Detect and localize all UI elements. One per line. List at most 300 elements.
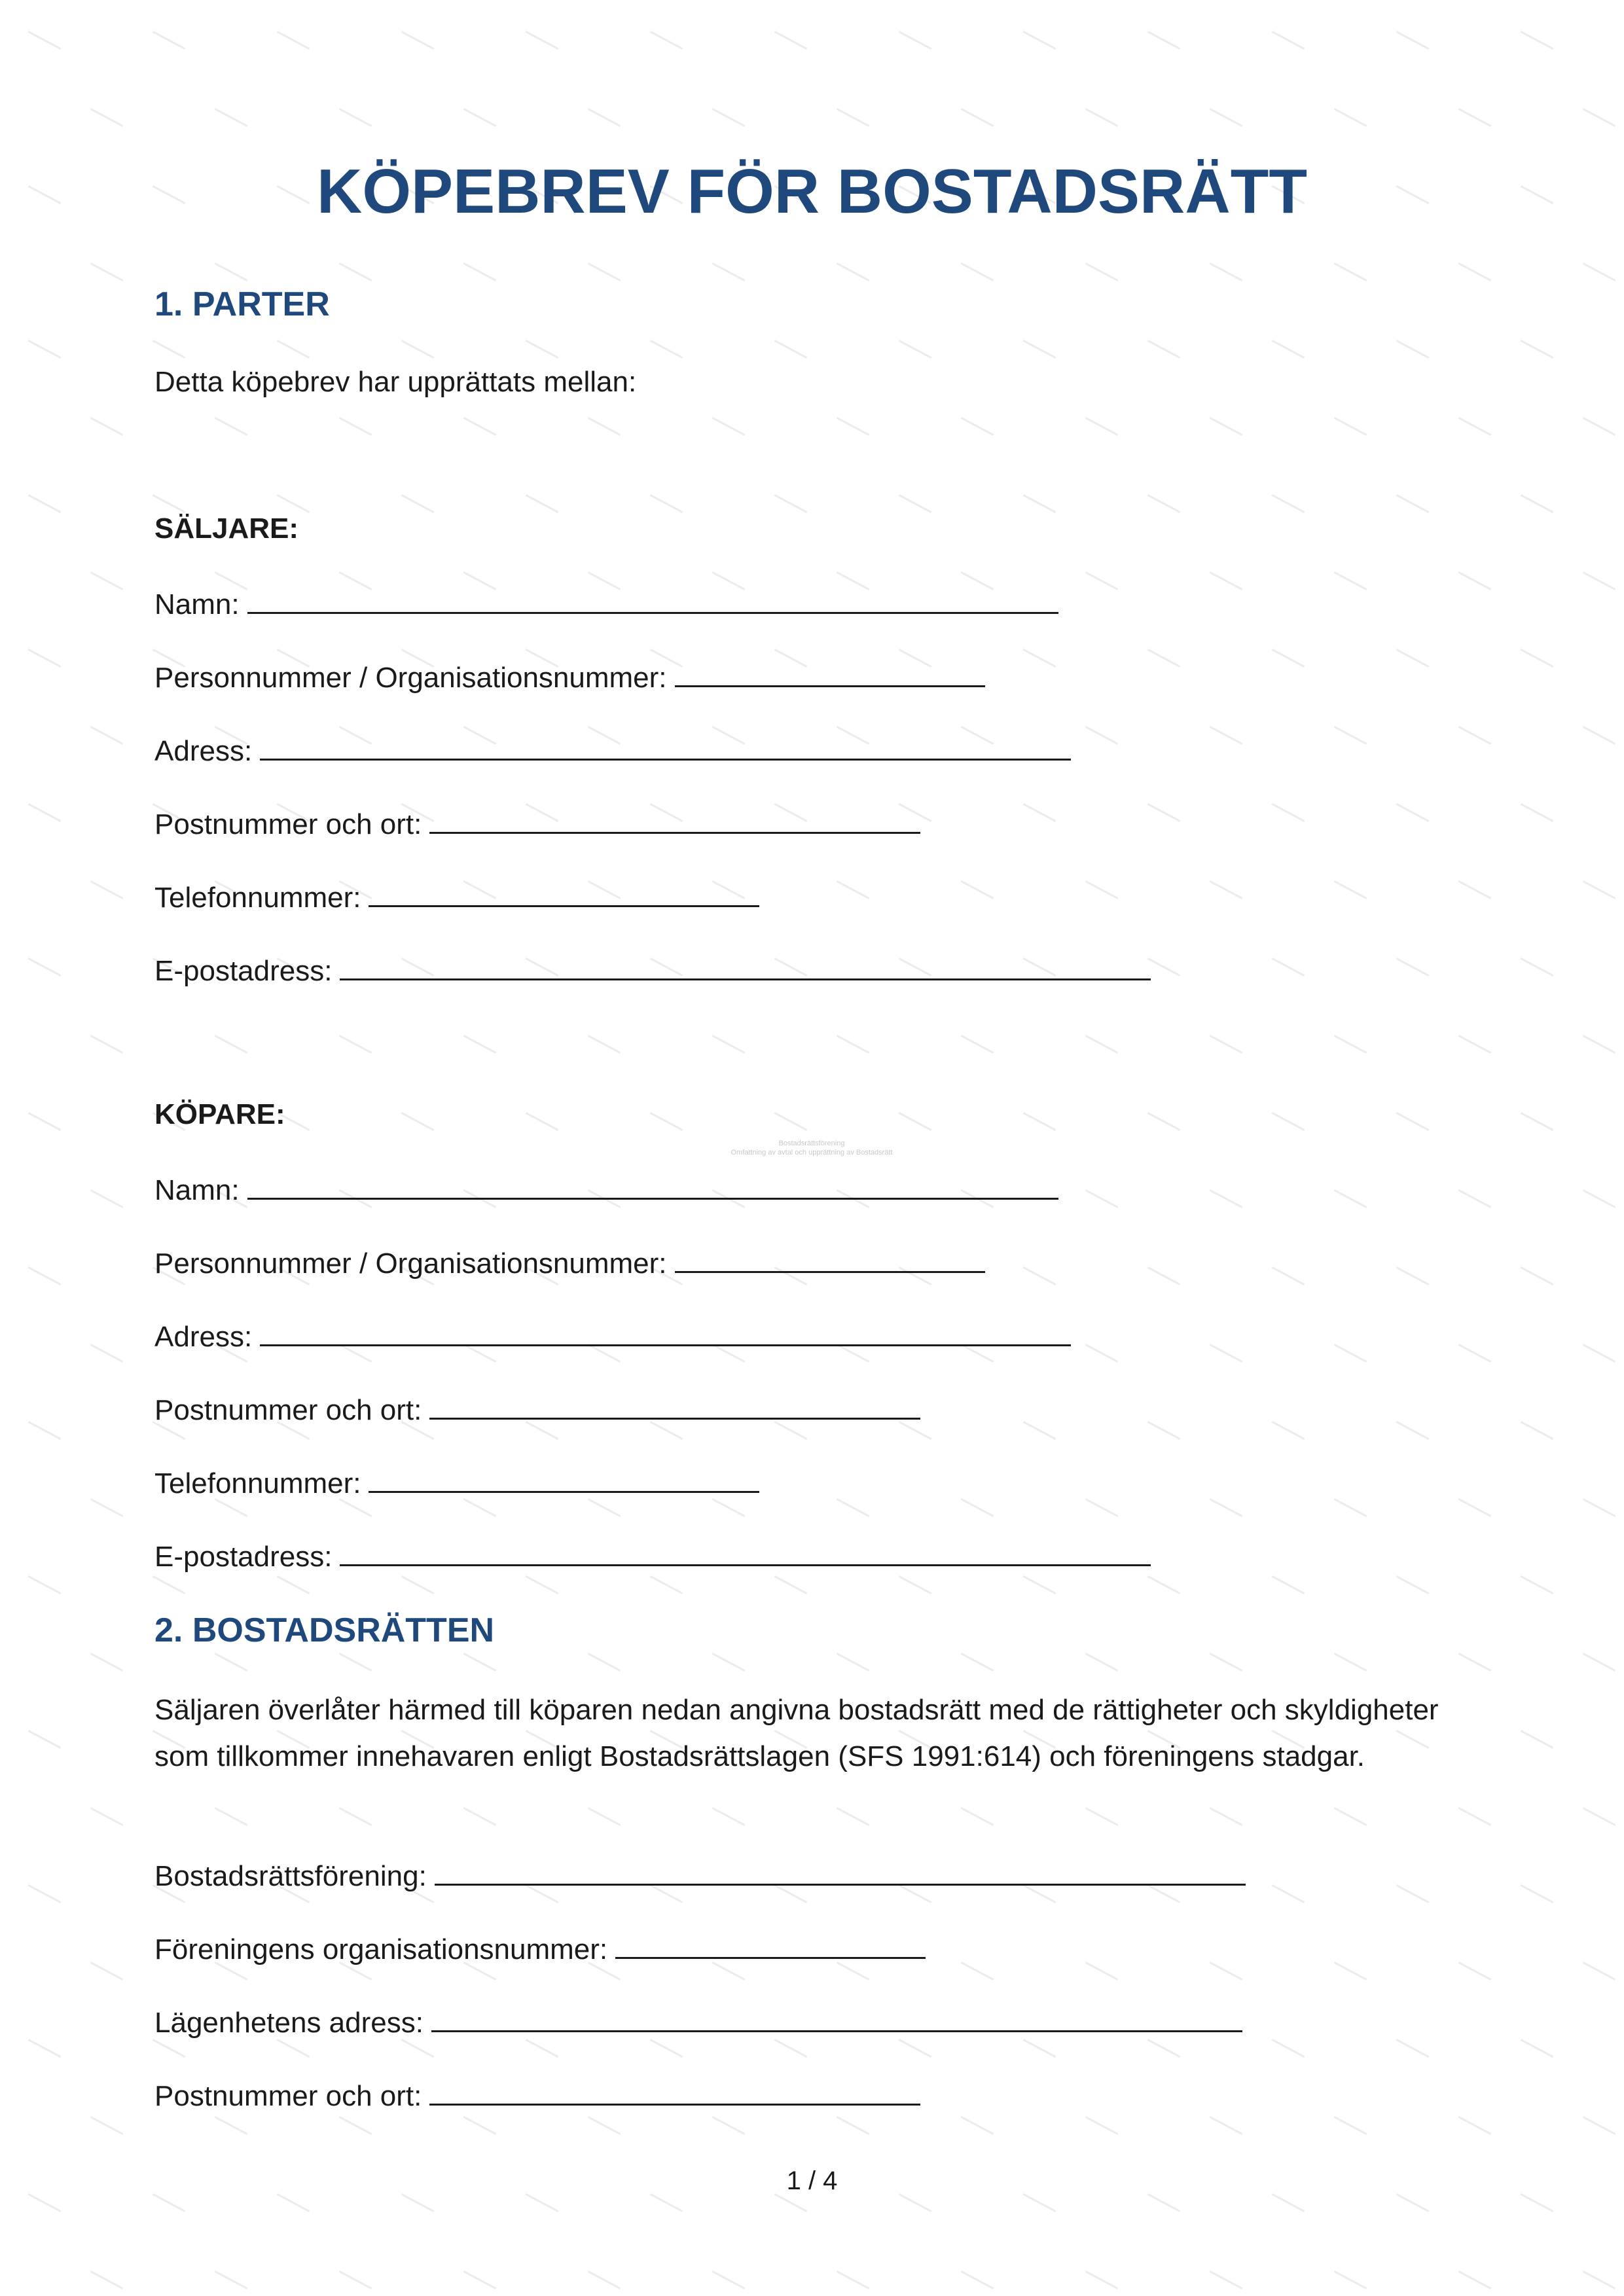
- field-label: Bostadsrättsförening:: [154, 1860, 427, 1892]
- watermark-dash: [837, 1035, 870, 1054]
- watermark-dash: [339, 108, 372, 127]
- watermark-dash: [1583, 726, 1616, 745]
- watermark-dash: [1334, 1189, 1367, 1208]
- watermark-dash: [1210, 1807, 1243, 1826]
- watermark-dash: [650, 2193, 683, 2212]
- watermark-dash: [1583, 2116, 1616, 2135]
- watermark-dash: [1272, 958, 1305, 977]
- watermark-dash: [339, 1807, 372, 1826]
- watermark-dash: [526, 340, 559, 359]
- watermark-dash: [90, 726, 124, 745]
- center-watermark: [655, 1139, 969, 1158]
- field-input-line[interactable]: [429, 804, 920, 834]
- watermark-dash: [526, 2039, 559, 2058]
- watermark-dash: [1396, 1266, 1430, 1285]
- watermark-dash: [463, 417, 497, 436]
- watermark-dash: [1583, 1653, 1616, 1672]
- watermark-dash: [28, 1884, 62, 1903]
- watermark-dash: [1147, 958, 1181, 977]
- watermark-dash: [401, 31, 435, 50]
- watermark-dash: [1085, 2270, 1119, 2289]
- watermark-dash: [1210, 2116, 1243, 2135]
- watermark-dash: [1085, 1653, 1119, 1672]
- watermark-dash: [215, 417, 248, 436]
- field-label: Namn:: [154, 588, 240, 620]
- watermark-dash: [28, 494, 62, 513]
- watermark-dash: [1334, 1035, 1367, 1054]
- watermark-dash: [339, 1035, 372, 1054]
- watermark-dash: [1521, 1112, 1554, 1131]
- watermark-dash: [1521, 2193, 1554, 2212]
- watermark-dash: [90, 1653, 124, 1672]
- watermark-dash: [28, 340, 62, 359]
- field-input-line[interactable]: [340, 1537, 1151, 1566]
- watermark-dash: [899, 2193, 932, 2212]
- watermark-dash: [1272, 1112, 1305, 1131]
- watermark-dash: [1210, 571, 1243, 590]
- watermark-dash: [401, 494, 435, 513]
- watermark-dash: [153, 494, 186, 513]
- watermark-dash: [899, 494, 932, 513]
- watermark-dash: [401, 1575, 435, 1594]
- watermark-dash: [215, 2270, 248, 2289]
- watermark-dash: [90, 880, 124, 899]
- watermark-dash: [774, 1575, 808, 1594]
- watermark-dash: [1334, 2116, 1367, 2135]
- watermark-dash: [1210, 1035, 1243, 1054]
- watermark-dash: [28, 1730, 62, 1749]
- section-heading-parter: 1. PARTER: [154, 285, 330, 323]
- watermark-dash: [1583, 1962, 1616, 1981]
- watermark-dash: [899, 340, 932, 359]
- field-label: Adress:: [154, 735, 253, 767]
- watermark-dash: [1396, 958, 1430, 977]
- watermark-dash: [463, 1653, 497, 1672]
- watermark-dash: [1272, 2193, 1305, 2212]
- intro-text: Detta köpebrev har upprättats mellan:: [154, 366, 637, 398]
- watermark-dash: [1458, 262, 1492, 281]
- watermark-dash: [1085, 1189, 1119, 1208]
- watermark-dash: [1521, 1421, 1554, 1440]
- watermark-dash: [90, 262, 124, 281]
- watermark-dash: [1210, 262, 1243, 281]
- watermark-dash: [774, 494, 808, 513]
- section-heading-bostadsratten: 2. BOSTADSRÄTTEN: [154, 1611, 495, 1649]
- watermark-dash: [588, 2270, 621, 2289]
- watermark-dash: [1085, 417, 1119, 436]
- watermark-dash: [1396, 31, 1430, 50]
- watermark-dash: [588, 1807, 621, 1826]
- watermark-dash: [1023, 2193, 1056, 2212]
- watermark-dash: [463, 108, 497, 127]
- watermark-dash: [837, 262, 870, 281]
- watermark-dash: [1334, 1962, 1367, 1981]
- watermark-dash: [1272, 649, 1305, 668]
- watermark-dash: [1396, 803, 1430, 822]
- watermark-dash: [1458, 1653, 1492, 1672]
- form-field-row: [154, 804, 920, 842]
- watermark-dash: [1583, 571, 1616, 590]
- watermark-dash: [1396, 1884, 1430, 1903]
- watermark-dash: [1147, 1266, 1181, 1285]
- watermark-dash: [1458, 1498, 1492, 1517]
- watermark-dash: [1521, 494, 1554, 513]
- watermark-dash: [339, 417, 372, 436]
- watermark-dash: [1023, 2039, 1056, 2058]
- form-field-row: [154, 1317, 1071, 1355]
- watermark-dash: [277, 1575, 310, 1594]
- watermark-dash: [1521, 958, 1554, 977]
- watermark-dash: [1085, 2116, 1119, 2135]
- watermark-dash: [961, 1807, 994, 1826]
- watermark-dash: [463, 2116, 497, 2135]
- watermark-dash: [1210, 1344, 1243, 1363]
- watermark-dash: [1334, 1344, 1367, 1363]
- watermark-dash: [1396, 340, 1430, 359]
- form-field-row: [154, 731, 1071, 769]
- watermark-dash: [1210, 417, 1243, 436]
- watermark-dash: [1396, 1575, 1430, 1594]
- field-label: Telefonnummer:: [154, 1467, 361, 1499]
- watermark-dash: [1023, 1421, 1056, 1440]
- watermark-dash: [1583, 1035, 1616, 1054]
- watermark-dash: [1272, 494, 1305, 513]
- watermark-dash: [774, 1112, 808, 1131]
- watermark-dash: [1085, 262, 1119, 281]
- watermark-dash: [1521, 1730, 1554, 1749]
- watermark-dash: [90, 2116, 124, 2135]
- watermark-dash: [1085, 1035, 1119, 1054]
- watermark-dash: [712, 262, 746, 281]
- section2-paragraph: Säljaren överlåter härmed till köparen nedan angivna bostadsrätt med de rättigheter och skyldigheter som tillkommer innehavaren enligt Bostadsrättslagen (SFS 1991:614) och föreningens stadgar.: [154, 1694, 1439, 1772]
- field-label: Namn:: [154, 1174, 240, 1206]
- field-input-line[interactable]: [247, 584, 1058, 614]
- form-field-row: [154, 1463, 759, 1501]
- field-input-line[interactable]: [675, 1244, 985, 1273]
- watermark-dash: [837, 1807, 870, 1826]
- watermark-dash: [401, 340, 435, 359]
- watermark-dash: [1147, 1575, 1181, 1594]
- watermark-dash: [1583, 417, 1616, 436]
- watermark-dash: [1023, 494, 1056, 513]
- watermark-dash: [588, 108, 621, 127]
- watermark-dash: [1210, 1498, 1243, 1517]
- watermark-dash: [28, 958, 62, 977]
- watermark-dash: [153, 1575, 186, 1594]
- watermark-dash: [1334, 417, 1367, 436]
- watermark-dash: [1334, 108, 1367, 127]
- form-field-row: [154, 1244, 985, 1282]
- buyer-label: KÖPARE:: [154, 1098, 285, 1130]
- field-input-line[interactable]: [429, 2076, 920, 2106]
- watermark-dash: [1085, 880, 1119, 899]
- watermark-dash: [1334, 262, 1367, 281]
- watermark-dash: [1272, 803, 1305, 822]
- watermark-dash: [1272, 2039, 1305, 2058]
- watermark-dash: [1023, 803, 1056, 822]
- watermark-dash: [774, 31, 808, 50]
- watermark-dash: [277, 31, 310, 50]
- watermark-dash: [1085, 571, 1119, 590]
- watermark-dash: [1521, 803, 1554, 822]
- watermark-dash: [90, 1035, 124, 1054]
- watermark-dash: [1396, 649, 1430, 668]
- watermark-dash: [90, 2270, 124, 2289]
- watermark-dash: [90, 1807, 124, 1826]
- watermark-dash: [1210, 880, 1243, 899]
- watermark-dash: [961, 880, 994, 899]
- watermark-dash: [28, 31, 62, 50]
- watermark-dash: [961, 262, 994, 281]
- watermark-dash: [28, 803, 62, 822]
- watermark-dash: [1396, 2193, 1430, 2212]
- watermark-dash: [339, 1653, 372, 1672]
- field-input-line[interactable]: [247, 1170, 1058, 1200]
- watermark-dash: [1458, 1035, 1492, 1054]
- watermark-dash: [1334, 880, 1367, 899]
- watermark-dash: [1521, 649, 1554, 668]
- watermark-dash: [588, 2116, 621, 2135]
- field-label: Personnummer / Organisationsnummer:: [154, 662, 667, 694]
- watermark-dash: [650, 494, 683, 513]
- watermark-dash: [215, 1653, 248, 1672]
- watermark-dash: [1023, 1112, 1056, 1131]
- watermark-dash: [1521, 31, 1554, 50]
- watermark-dash: [1085, 1807, 1119, 1826]
- watermark-dash: [90, 1962, 124, 1981]
- watermark-dash: [1147, 1421, 1181, 1440]
- watermark-dash: [588, 417, 621, 436]
- watermark-dash: [1210, 108, 1243, 127]
- watermark-dash: [28, 2039, 62, 2058]
- watermark-dash: [1023, 649, 1056, 668]
- watermark-dash: [899, 2039, 932, 2058]
- watermark-dash: [1583, 262, 1616, 281]
- watermark-dash: [1147, 2193, 1181, 2212]
- field-label: Postnummer och ort:: [154, 2080, 422, 2112]
- field-label: Lägenhetens adress:: [154, 2007, 424, 2039]
- watermark-dash: [153, 31, 186, 50]
- watermark-dash: [1458, 417, 1492, 436]
- watermark-dash: [526, 1112, 559, 1131]
- field-input-line[interactable]: [429, 1390, 920, 1420]
- form-field-row: [154, 658, 985, 696]
- watermark-dash: [1521, 1575, 1554, 1594]
- watermark-dash: [90, 1498, 124, 1517]
- watermark-dash: [899, 1575, 932, 1594]
- center-watermark-line1: Bostadsrättsförening: [778, 1139, 845, 1147]
- watermark-dash: [1396, 1112, 1430, 1131]
- watermark-dash: [1583, 880, 1616, 899]
- watermark-dash: [1521, 1266, 1554, 1285]
- watermark-dash: [837, 417, 870, 436]
- watermark-dash: [28, 1575, 62, 1594]
- form-field-row: [154, 1390, 920, 1428]
- watermark-dash: [277, 494, 310, 513]
- watermark-dash: [712, 108, 746, 127]
- watermark-dash: [1085, 726, 1119, 745]
- watermark-dash: [1521, 2039, 1554, 2058]
- field-label: Postnummer och ort:: [154, 1394, 422, 1426]
- watermark-dash: [1396, 494, 1430, 513]
- watermark-dash: [1583, 108, 1616, 127]
- watermark-dash: [463, 262, 497, 281]
- watermark-dash: [1583, 1807, 1616, 1826]
- watermark-dash: [1458, 880, 1492, 899]
- watermark-dash: [1147, 2039, 1181, 2058]
- watermark-dash: [1210, 1189, 1243, 1208]
- watermark-dash: [837, 1498, 870, 1517]
- watermark-dash: [1458, 1189, 1492, 1208]
- watermark-dash: [1272, 1575, 1305, 1594]
- watermark-dash: [1272, 31, 1305, 50]
- field-input-line[interactable]: [615, 1929, 926, 1959]
- page-number: 1 / 4: [786, 2166, 838, 2195]
- watermark-dash: [1396, 2039, 1430, 2058]
- watermark-dash: [961, 1035, 994, 1054]
- watermark-dash: [837, 2270, 870, 2289]
- watermark-dash: [961, 1653, 994, 1672]
- watermark-dash: [339, 2116, 372, 2135]
- watermark-dash: [1458, 726, 1492, 745]
- watermark-dash: [1458, 1807, 1492, 1826]
- form-field-row: [154, 2076, 920, 2114]
- watermark-dash: [339, 2270, 372, 2289]
- watermark-dash: [650, 1575, 683, 1594]
- watermark-dash: [837, 880, 870, 899]
- watermark-dash: [463, 1807, 497, 1826]
- watermark-dash: [961, 1498, 994, 1517]
- form-field-row: [154, 1170, 1058, 1208]
- watermark-dash: [837, 1653, 870, 1672]
- watermark-dash: [1210, 726, 1243, 745]
- watermark-dash: [1458, 571, 1492, 590]
- field-input-line[interactable]: [431, 2003, 1242, 2032]
- field-input-line[interactable]: [369, 878, 759, 907]
- watermark-dash: [215, 262, 248, 281]
- watermark-dash: [1334, 571, 1367, 590]
- form-field-row: [154, 1537, 1151, 1575]
- form-field-row: [154, 951, 1151, 989]
- watermark-dash: [899, 1112, 932, 1131]
- watermark-dash: [1334, 1653, 1367, 1672]
- watermark-dash: [1147, 1112, 1181, 1131]
- watermark-dash: [650, 340, 683, 359]
- watermark-dash: [1583, 1189, 1616, 1208]
- watermark-dash: [1147, 494, 1181, 513]
- watermark-dash: [1210, 2270, 1243, 2289]
- form-field-row: [154, 1856, 1246, 1894]
- watermark-dash: [401, 2039, 435, 2058]
- watermark-dash: [961, 1962, 994, 1981]
- field-label: Föreningens organisationsnummer:: [154, 1933, 608, 1965]
- watermark-dash: [1334, 2270, 1367, 2289]
- watermark-dash: [1458, 2270, 1492, 2289]
- watermark-dash: [1023, 31, 1056, 50]
- watermark-dash: [401, 1112, 435, 1131]
- watermark-dash: [526, 494, 559, 513]
- watermark-dash: [1272, 340, 1305, 359]
- watermark-dash: [1085, 108, 1119, 127]
- field-input-line[interactable]: [369, 1463, 759, 1493]
- watermark-dash: [28, 1421, 62, 1440]
- watermark-dash: [215, 1807, 248, 1826]
- watermark-dash: [28, 1266, 62, 1285]
- watermark-dash: [588, 262, 621, 281]
- watermark-dash: [1210, 1962, 1243, 1981]
- watermark-dash: [961, 417, 994, 436]
- watermark-dash: [588, 1035, 621, 1054]
- watermark-dash: [526, 1575, 559, 1594]
- watermark-dash: [1334, 1498, 1367, 1517]
- watermark-dash: [1272, 1266, 1305, 1285]
- watermark-dash: [1458, 2116, 1492, 2135]
- watermark-dash: [588, 1653, 621, 1672]
- field-label: Postnummer och ort:: [154, 808, 422, 840]
- watermark-dash: [837, 2116, 870, 2135]
- watermark-dash: [526, 2193, 559, 2212]
- watermark-dash: [463, 2270, 497, 2289]
- field-label: Personnummer / Organisationsnummer:: [154, 1247, 667, 1280]
- field-input-line[interactable]: [435, 1856, 1246, 1886]
- watermark-dash: [215, 1035, 248, 1054]
- watermark-dash: [463, 1035, 497, 1054]
- watermark-dash: [1396, 1421, 1430, 1440]
- watermark-dash: [1147, 649, 1181, 668]
- watermark-dash: [277, 340, 310, 359]
- field-label: Adress:: [154, 1321, 253, 1353]
- watermark-dash: [1147, 31, 1181, 50]
- watermark-dash: [1334, 1807, 1367, 1826]
- field-label: E-postadress:: [154, 1541, 333, 1573]
- watermark-dash: [837, 108, 870, 127]
- watermark-dash: [215, 2116, 248, 2135]
- watermark-dash: [277, 2193, 310, 2212]
- field-input-line[interactable]: [260, 1317, 1071, 1346]
- field-input-line[interactable]: [340, 951, 1151, 980]
- watermark-dash: [1085, 1962, 1119, 1981]
- watermark-dash: [28, 1112, 62, 1131]
- watermark-dash: [1023, 340, 1056, 359]
- watermark-dash: [277, 2039, 310, 2058]
- watermark-dash: [650, 2039, 683, 2058]
- form-field-row: [154, 584, 1058, 622]
- watermark-dash: [1521, 1884, 1554, 1903]
- watermark-dash: [1272, 1884, 1305, 1903]
- watermark-dash: [961, 2270, 994, 2289]
- form-field-row: [154, 878, 759, 916]
- watermark-dash: [899, 31, 932, 50]
- watermark-dash: [28, 649, 62, 668]
- watermark-dash: [712, 1653, 746, 1672]
- watermark-dash: [1583, 2270, 1616, 2289]
- watermark-dash: [90, 1189, 124, 1208]
- watermark-dash: [401, 2193, 435, 2212]
- watermark-dash: [1085, 1498, 1119, 1517]
- form-field-row: [154, 2003, 1242, 2041]
- watermark-dash: [90, 571, 124, 590]
- seller-label: SÄLJARE:: [154, 512, 299, 545]
- watermark-dash: [1583, 1498, 1616, 1517]
- watermark-dash: [90, 108, 124, 127]
- watermark-dash: [774, 340, 808, 359]
- watermark-dash: [1334, 726, 1367, 745]
- field-input-line[interactable]: [260, 731, 1071, 761]
- watermark-dash: [1458, 1344, 1492, 1363]
- watermark-dash: [1521, 340, 1554, 359]
- watermark-dash: [1023, 1266, 1056, 1285]
- field-input-line[interactable]: [675, 658, 985, 687]
